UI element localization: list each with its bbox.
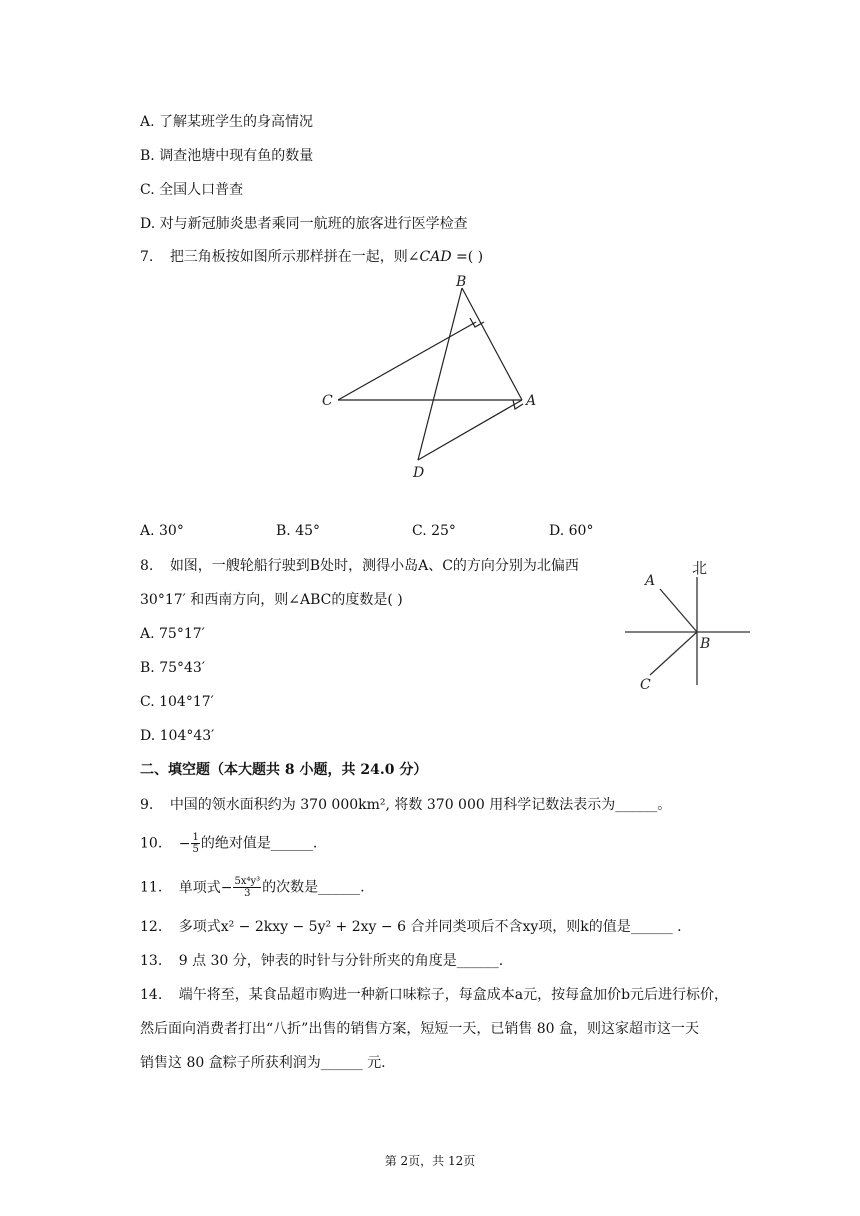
section-heading: 二、填空题（本大题共 8 小题，共 24.0 分） [140,762,428,778]
q7-option-d: D. 60° [549,523,594,539]
question-tail: =( ) [451,249,484,265]
question-prefix: 单项式− [178,879,233,896]
label-b: B [456,274,467,290]
angle-name: CAD [419,249,452,265]
label-a: A [526,393,537,409]
question-number: 9. [140,797,154,813]
question-14-line1 [140,985,728,1005]
question-number: 11. [140,879,163,896]
question-number: 8. [140,558,154,574]
option-a: A. 了解某班学生的身高情况 [140,114,314,130]
question-prefix: − [178,835,191,852]
question-number: 14. [140,987,163,1003]
question-13 [140,951,503,971]
fraction: $\frac{1}{5}$ [192,832,199,855]
q7-option-c: C. 25° [412,523,456,539]
question-7 [140,247,483,267]
question-text: 中国的领水面积约为 370 000km², 将数 370 000 用科学记数法表示为______。 [169,797,672,813]
q8-option-c: C. 104°17′ [140,694,214,710]
question-8-line1 [140,556,579,576]
q7-option-b: B. 45° [276,523,321,539]
question-stem: 把三角板按如图所示那样拼在一起，则∠ [169,249,420,265]
question-text: 9 点 30 分，钟表的时针与分针所夹的角度是______. [178,953,504,969]
question-text: 的次数是______. [262,879,365,896]
label-c: C [640,677,651,693]
question-9 [140,795,671,815]
label-a: A [645,573,656,589]
question-number: 7. [140,249,154,265]
option-b: B. 调查池塘中现有鱼的数量 [140,148,314,164]
page-footer: 第 2页，共 12页 [384,1154,476,1168]
question-12 [140,917,682,937]
label-north: 北 [692,559,708,577]
fraction: $\frac{\text{5x⁴y³}}{3}$ [234,876,261,899]
question-text: 端午将至，某食品超市购进一种新口味粽子，每盒成本a元，按每盒加价b元后进行标价， [178,987,729,1003]
question-stem: 如图，一艘轮船行驶到B处时，测得小岛A、C的方向分别为北偏西 [169,558,579,574]
q8-option-d: D. 104°43′ [140,728,215,744]
triangle-figure [310,270,550,485]
q8-option-a: A. 75°17′ [140,626,205,642]
question-14-line3: 销售这 80 盒粽子所获利润为______ 元. [140,1055,386,1071]
direction-figure [620,555,755,695]
q7-option-a: A. 30° [140,523,184,539]
question-11 [140,876,365,899]
question-text: 多项式x² − 2kxy − 5y² + 2xy − 6 合并同类项后不含xy项，则k的值是______ . [178,919,682,935]
label-d: D [413,465,425,481]
q8-option-b: B. 75°43′ [140,660,205,676]
question-number: 13. [140,953,163,969]
question-text: 的绝对值是______. [200,835,318,852]
question-8-line2: 30°17′ 和西南方向，则∠ABC的度数是( ) [140,592,403,608]
question-14-line2: 然后面向消费者打出“八折”出售的销售方案，短短一天，已销售 80 盒，则这家超市这一天 [140,1021,700,1037]
question-number: 10. [140,835,163,852]
label-c: C [322,393,333,409]
question-number: 12. [140,919,163,935]
option-c: C. 全国人口普查 [140,182,244,198]
option-d: D. 对与新冠肺炎患者乘同一航班的旅客进行医学检查 [140,216,468,232]
question-10 [140,832,317,855]
label-b: B [700,636,711,652]
